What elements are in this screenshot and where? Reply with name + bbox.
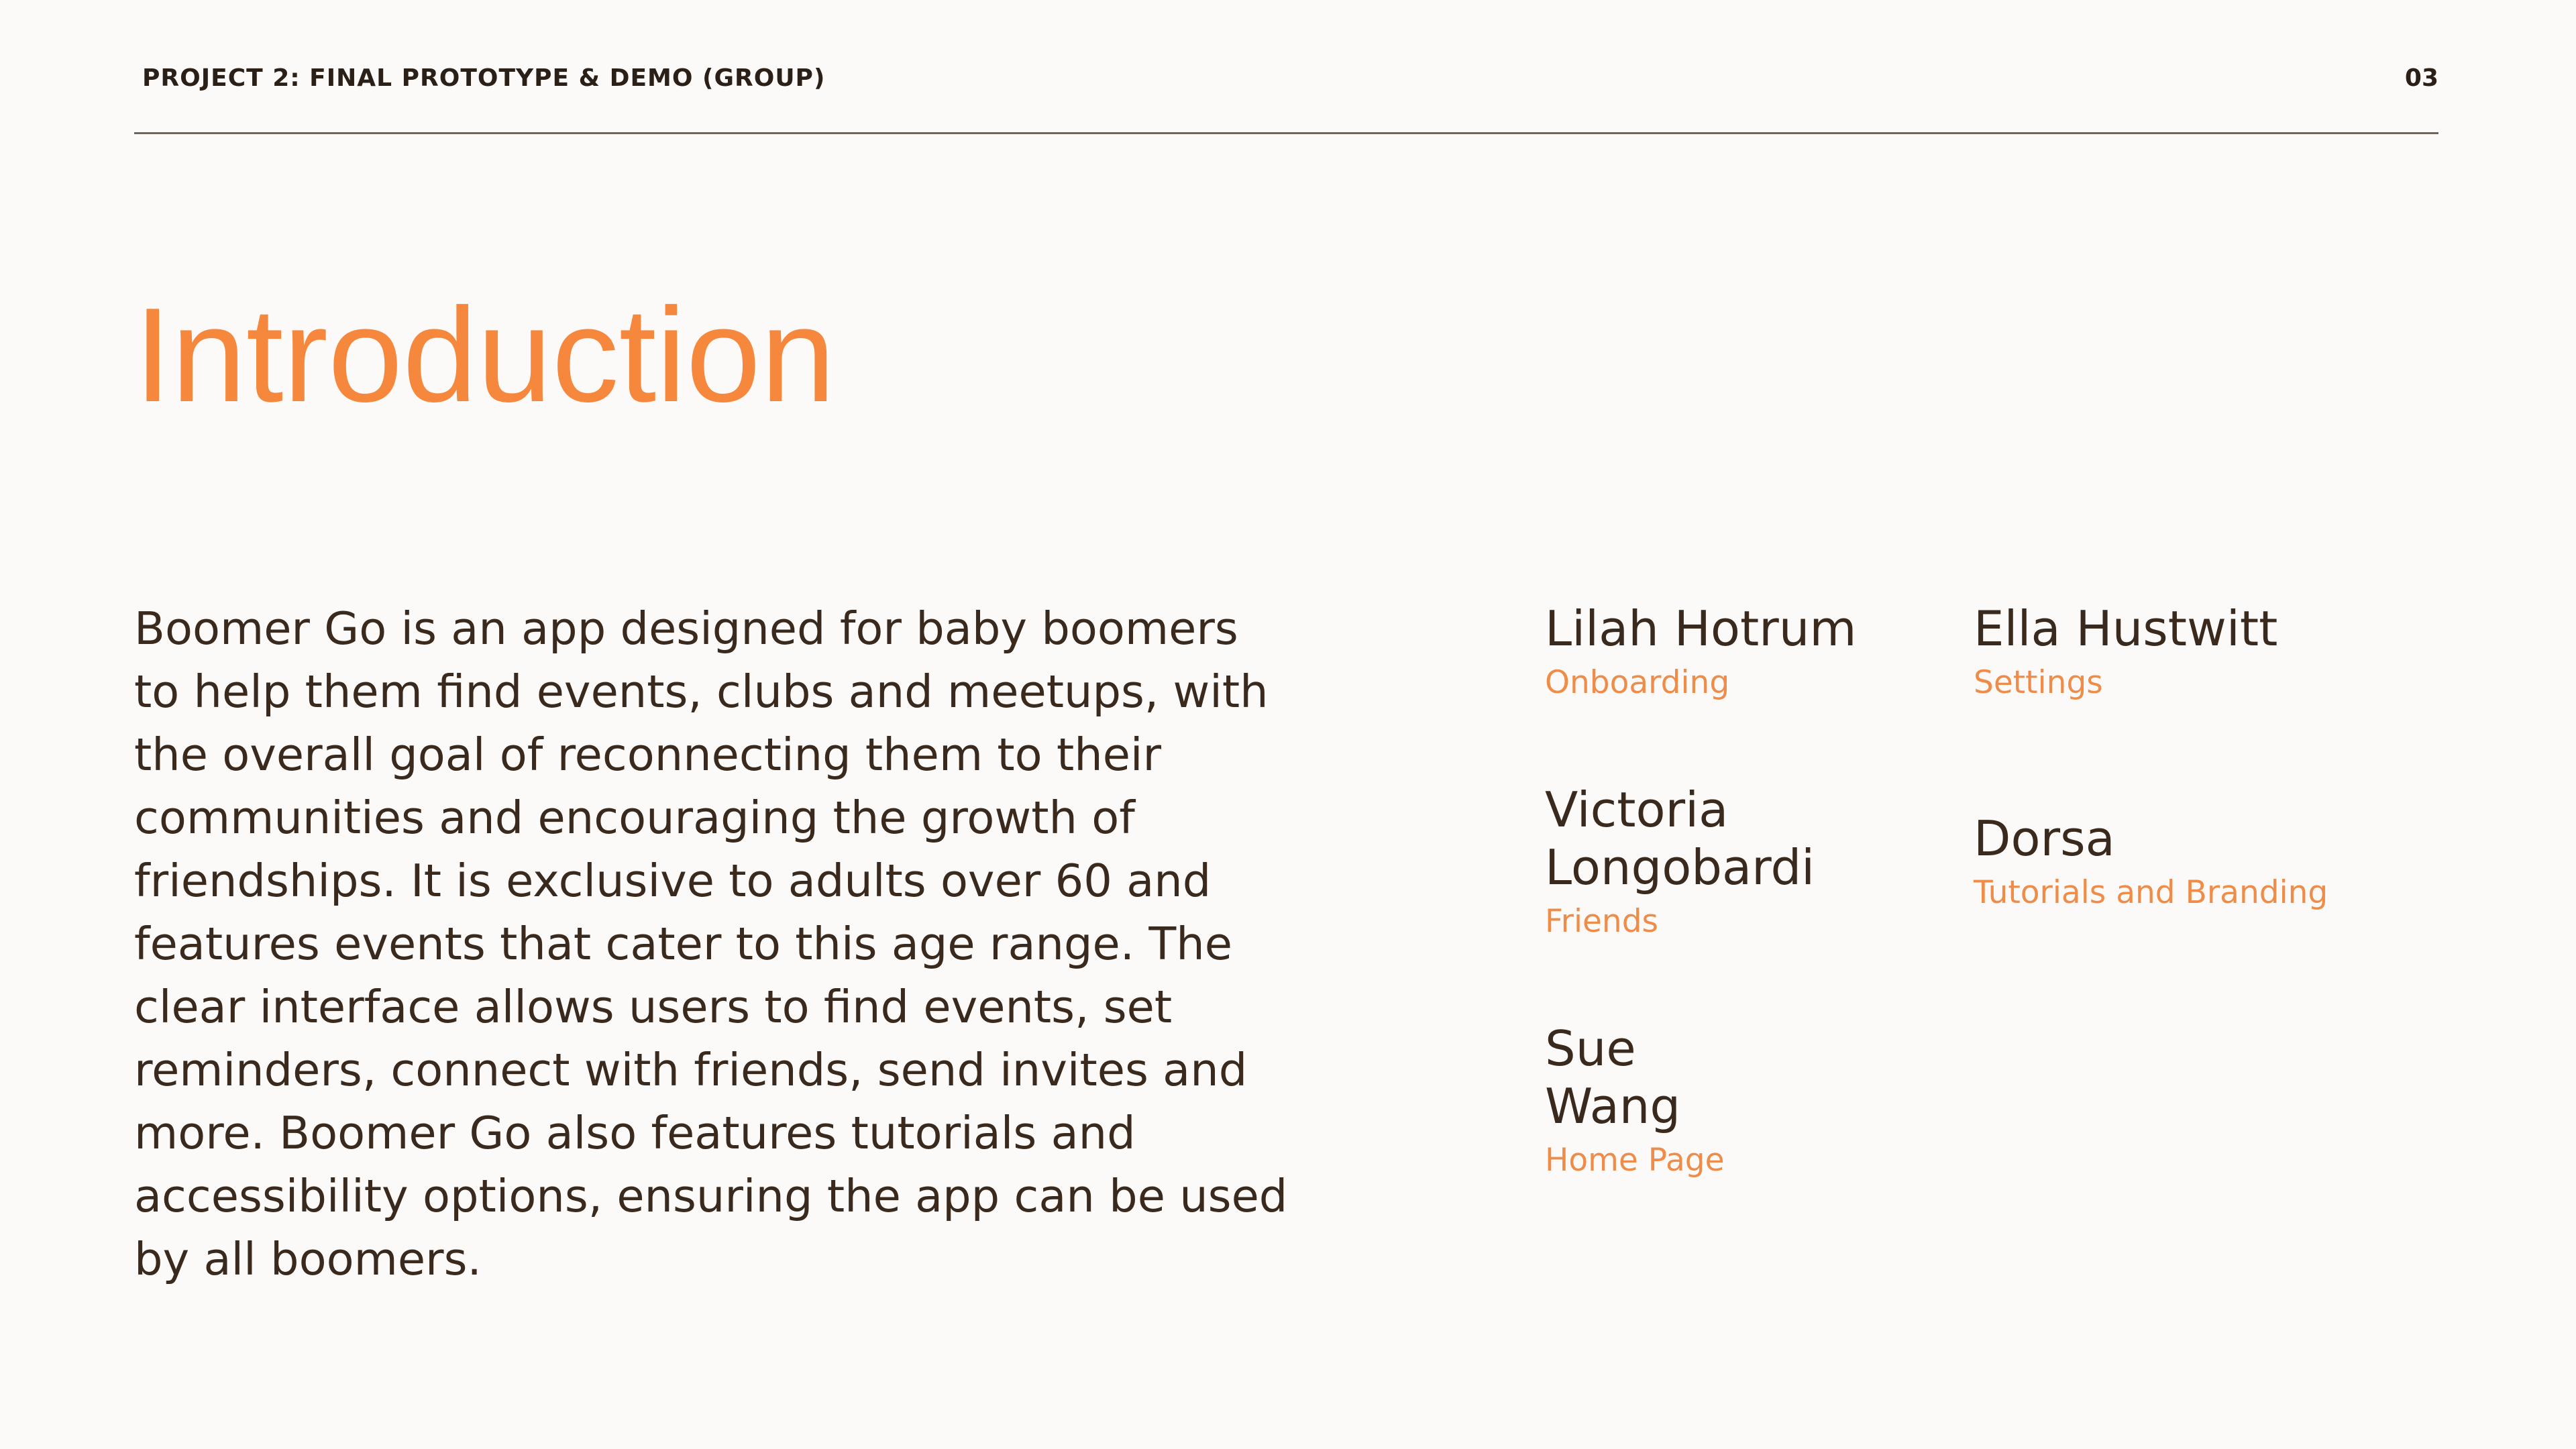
member-name: Victoria Longobardi [1545,782,1815,896]
project-label: PROJECT 2: FINAL PROTOTYPE & DEMO (GROUP) [142,64,826,92]
team-member-sue [1545,1020,1725,1179]
member-role: Settings [1974,664,2103,701]
team-member-ella [1974,600,2277,702]
header-divider [134,132,2438,134]
member-role: Tutorials and Branding [1974,874,2328,911]
member-role: Friends [1545,903,1659,940]
member-name: Dorsa [1974,810,2115,867]
member-name: Ella Hustwitt [1974,600,2278,657]
member-role: Home Page [1545,1142,1725,1179]
team-member-dorsa [1974,810,2328,912]
page-title: Introduction [134,280,836,430]
member-role: Onboarding [1545,664,1730,701]
member-name: Lilah Hotrum [1545,600,1857,657]
team-member-lilah [1545,600,1857,702]
intro-paragraph: Boomer Go is an app designed for baby boomers to help them find events, clubs and meetups, with the overall goal of reconnecting them to their communities and encouraging the growth of friendships. It is exclusive to adults over 60 and features events that cater to this age range. The clear interface allows users to find events, set reminders, connect with friends, send invites and more. Boomer Go also features tutorials and accessibility options, ensuring the app can be used by all boomers. [134,602,1288,1285]
member-name: Sue Wang [1545,1020,1681,1134]
page-number: 03 [2404,64,2438,92]
team-member-victoria [1545,781,1827,941]
